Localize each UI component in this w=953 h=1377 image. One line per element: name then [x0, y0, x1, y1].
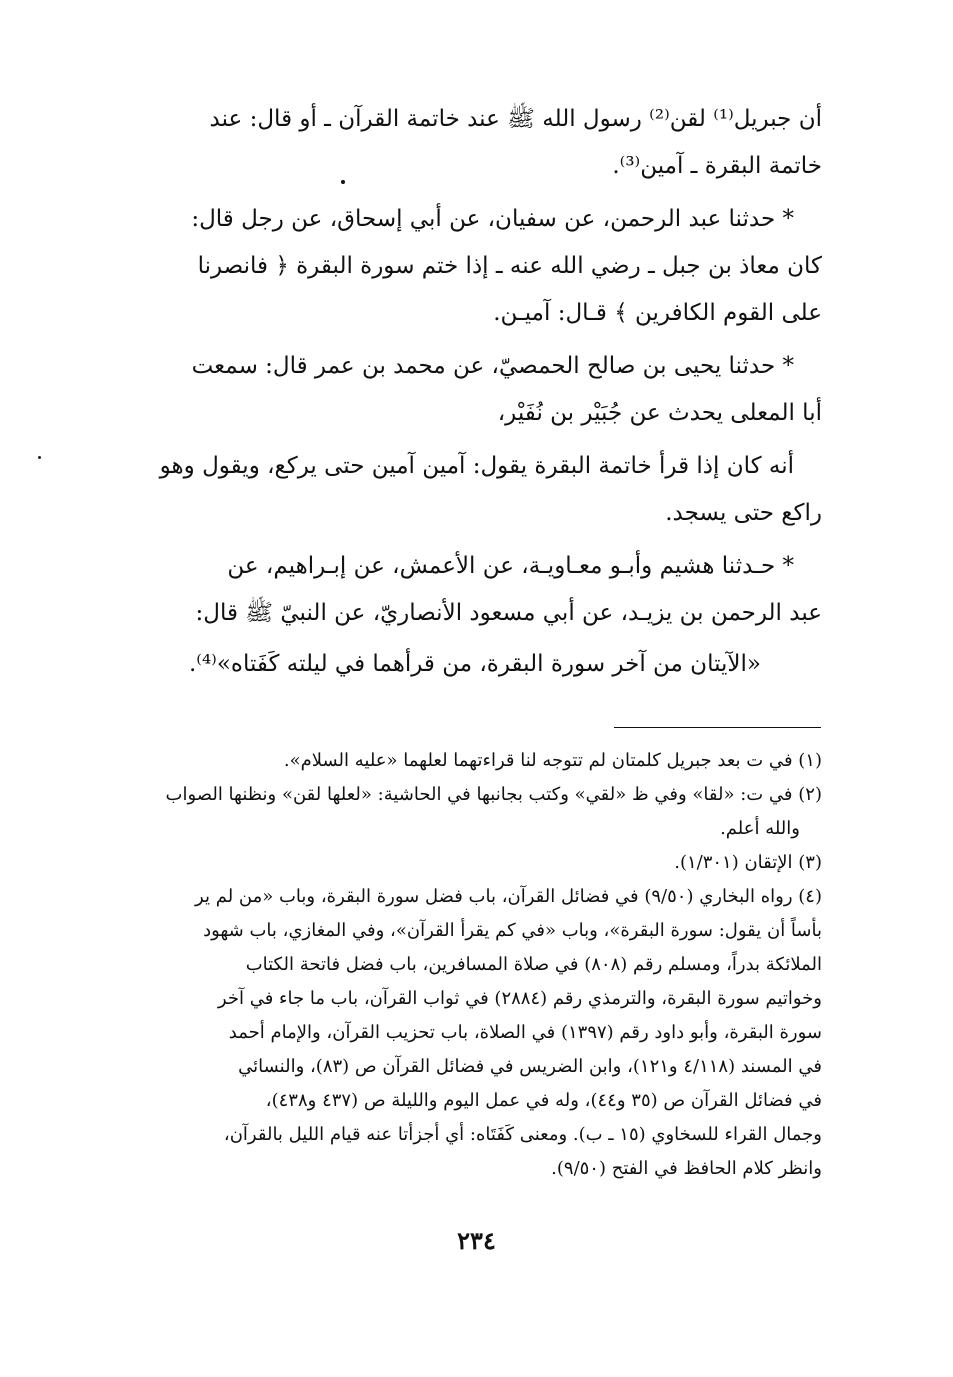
paragraph-5-line-1: * حـدثنا هشيم وأبـو معـاويـة، عن الأعمش، عن إبـراهيم، عن	[227, 553, 794, 579]
footnote-4-line-1: (٤) رواه البخاري (٩/٥٠) في فضائل القرآن، باب فضل سورة البقرة، وباب «من لم ير	[195, 886, 822, 907]
footnote-4-line-5: سورة البقرة، وأبو داود رقم (١٣٩٧) في الصلاة، باب تحزيب القرآن، والإمام أحمد	[228, 1022, 822, 1043]
footnote-4-line-4: وخواتيم سورة البقرة، والترمذي رقم (٢٨٨٤) في ثواب القرآن، باب ما جاء في آخر	[217, 988, 822, 1009]
paragraph-2-line-3: على القوم الكافرين ﴾ قـال: آميـن.	[493, 300, 822, 326]
footnote-4-line-9: وانظر كلام الحافظ في الفتح (٩/٥٠).	[551, 1158, 822, 1179]
footnote-4-line-7: في فضائل القرآن ص (٣٥ و٤٤)، وله في عمل اليوم والليلة ص (٤٣٧ و٤٣٨)،	[265, 1090, 822, 1111]
main-text	[128, 96, 822, 688]
footnote-1: (١) في ت بعد جبريل كلمتان لم تتوجه لنا قراءتهما لعلهما «عليه السلام».	[283, 750, 822, 771]
paragraph-1-line-1: أن جبريل⁽¹⁾ لقن⁽²⁾ رسول الله ﷺ عند خاتمة القرآن ـ أو قال: عند	[209, 106, 822, 132]
paragraph-3-line-2: أبا المعلى يحدث عن جُبَيْر بن نُفَيْر،	[497, 400, 822, 426]
footnote-2-line-1: (٢) في ت: «لقا» وفي ظ «لقي» وكتب بجانبها في الحاشية: «لعلها لقن» ونظنها الصواب	[165, 784, 822, 805]
paragraph-1-line-2: خاتمة البقرة ـ آمين⁽³⁾.	[612, 153, 822, 179]
footnote-2-line-2: والله أعلم.	[720, 818, 800, 839]
page-number: ٢٣٤	[457, 1226, 496, 1255]
footnote-4-line-6: في المسند (٤/١١٨ و١٢١)، وابن الضريس في فضائل القرآن ص (٨٣)، والنسائي	[238, 1056, 822, 1077]
paragraph-2-line-2: كان معاذ بن جبل ـ رضي الله عنه ـ إذا ختم سورة البقرة ﴿ فانصرنا	[197, 253, 822, 279]
paragraph-2-line-1: * حدثنا عبد الرحمن، عن سفيان، عن أبي إسحاق، عن رجل قال:	[191, 206, 794, 232]
footnote-4-line-3: الملائكة بدراً، ومسلم رقم (٨٠٨) في صلاة المسافرين، باب فضل فاتحة الكتاب	[245, 954, 822, 975]
ink-dot	[341, 180, 345, 184]
footnote-4-line-8: وجمال القراء للسخاوي (١٥ ـ ب). ومعنى كَفَتَاه: أي أجزأتا عنه قيام الليل بالقرآن،	[223, 1124, 822, 1145]
footnote-4-line-2: بأساً أن يقول: سورة البقرة»، وباب «في كم يقرأ القرآن»، وفي المغازي، باب شهود	[203, 920, 822, 941]
paragraph-4-line-1: أنه كان إذا قرأ خاتمة البقرة يقول: آمين آمين حتى يركع، ويقول وهو	[159, 453, 794, 479]
margin-speck	[38, 456, 41, 459]
footnote-3: (٣) الإتقان (١/٣٠١).	[674, 852, 822, 873]
paragraph-4-line-2: راكع حتى يسجد.	[665, 500, 822, 526]
footnote-separator	[614, 727, 821, 728]
paragraph-3-line-1: * حدثنا يحيى بن صالح الحمصيّ، عن محمد بن عمر قال: سمعت	[191, 353, 794, 379]
footnotes	[128, 744, 822, 1186]
paragraph-5-line-2: عبد الرحمن بن يزيـد، عن أبي مسعود الأنصاريّ، عن النبيّ ﷺ قال:	[195, 600, 822, 626]
hadith-quote: «الآيتان من آخر سورة البقرة، من قرأهما في ليلته كَفَتاه»⁽⁴⁾.	[188, 651, 762, 677]
